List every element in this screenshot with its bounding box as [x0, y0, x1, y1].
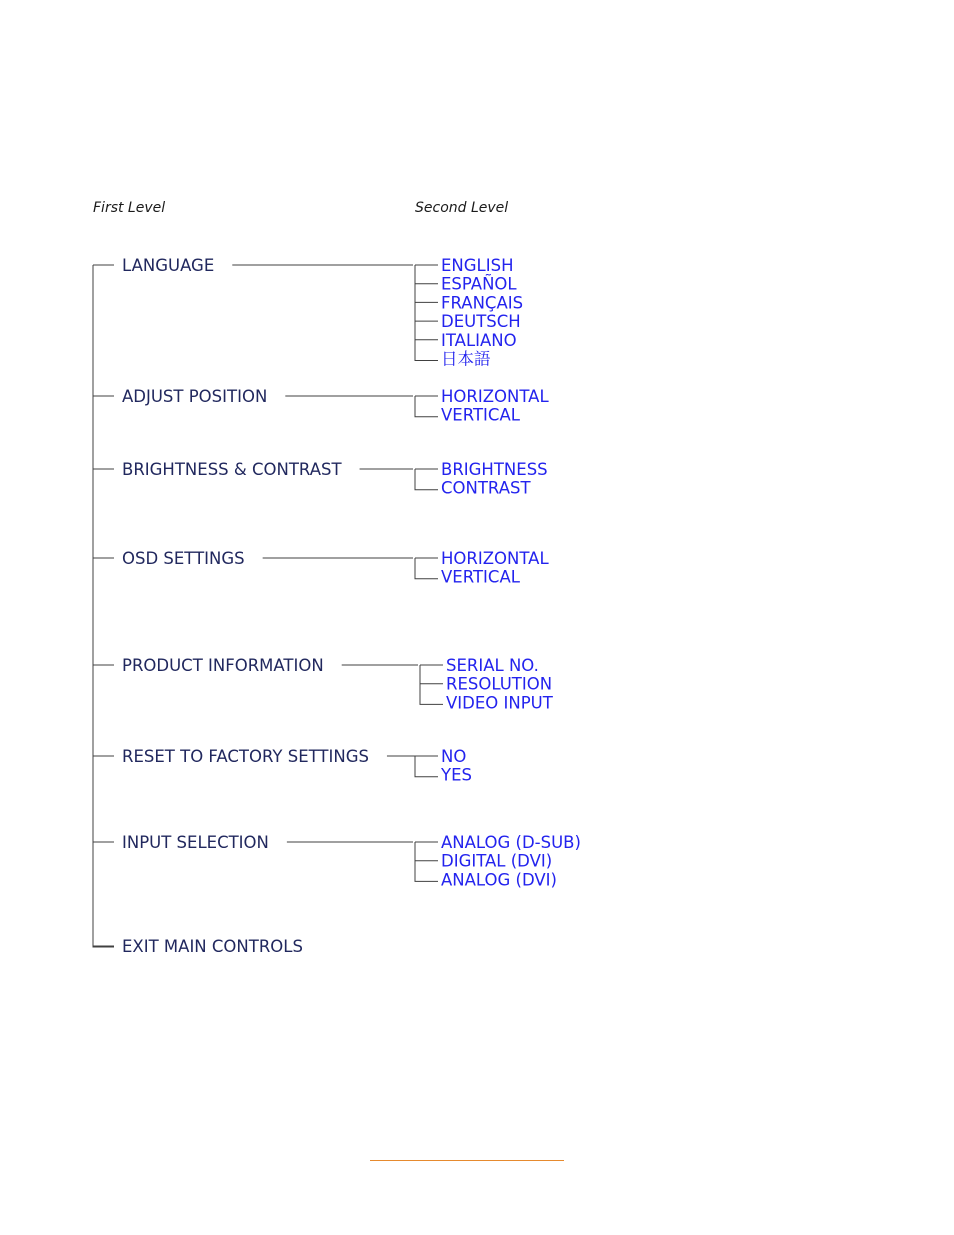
first-level-item[interactable]: OSD SETTINGS [122, 549, 245, 568]
second-level-item[interactable]: SERIAL NO. [446, 656, 539, 675]
first-level-item[interactable]: INPUT SELECTION [122, 833, 269, 852]
first-level-item[interactable]: RESET TO FACTORY SETTINGS [122, 747, 369, 766]
second-level-item[interactable]: VIDEO INPUT [446, 693, 553, 713]
second-level-item[interactable]: FRANÇAIS [441, 293, 524, 313]
second-level-header: Second Level [415, 200, 509, 216]
child-corner [415, 411, 438, 417]
second-level-item[interactable]: ANALOG (D-SUB) [441, 833, 581, 852]
first-level-item[interactable]: PRODUCT INFORMATION [122, 656, 324, 675]
child-corner [415, 573, 438, 579]
second-level-item[interactable]: VERTICAL [441, 567, 520, 587]
first-level-header: First Level [93, 200, 166, 216]
second-level-item[interactable]: NO [441, 747, 467, 766]
second-level-item[interactable]: ANALOG (DVI) [441, 870, 557, 890]
second-level-item[interactable]: VERTICAL [441, 405, 520, 425]
child-corner [415, 484, 438, 490]
tree-labels [122, 256, 581, 956]
second-level-item[interactable]: RESOLUTION [446, 674, 553, 694]
second-level-item[interactable]: ENGLISH [441, 256, 514, 275]
child-corner [420, 698, 443, 704]
second-level-item[interactable]: ITALIANO [441, 330, 517, 350]
first-level-item[interactable]: EXIT MAIN CONTROLS [122, 937, 303, 956]
second-level-item[interactable]: 日本語 [441, 349, 491, 369]
child-corner [415, 771, 438, 777]
second-level-item[interactable]: HORIZONTAL [441, 387, 549, 406]
first-level-item[interactable]: LANGUAGE [122, 256, 215, 275]
second-level-item[interactable]: BRIGHTNESS [441, 460, 548, 479]
first-level-item[interactable]: BRIGHTNESS & CONTRAST [122, 460, 342, 479]
link-underline[interactable] [370, 1160, 564, 1161]
child-corner [415, 355, 438, 361]
second-level-item[interactable]: HORIZONTAL [441, 549, 549, 568]
second-level-item[interactable]: CONTRAST [441, 478, 531, 498]
first-level-item[interactable]: ADJUST POSITION [122, 387, 268, 406]
second-level-item[interactable]: DEUTSCH [441, 312, 521, 332]
second-level-item[interactable]: DIGITAL (DVI) [441, 851, 553, 871]
second-level-item[interactable]: ESPAÑOL [441, 274, 517, 294]
child-corner [415, 875, 438, 881]
second-level-item[interactable]: YES [441, 765, 472, 785]
